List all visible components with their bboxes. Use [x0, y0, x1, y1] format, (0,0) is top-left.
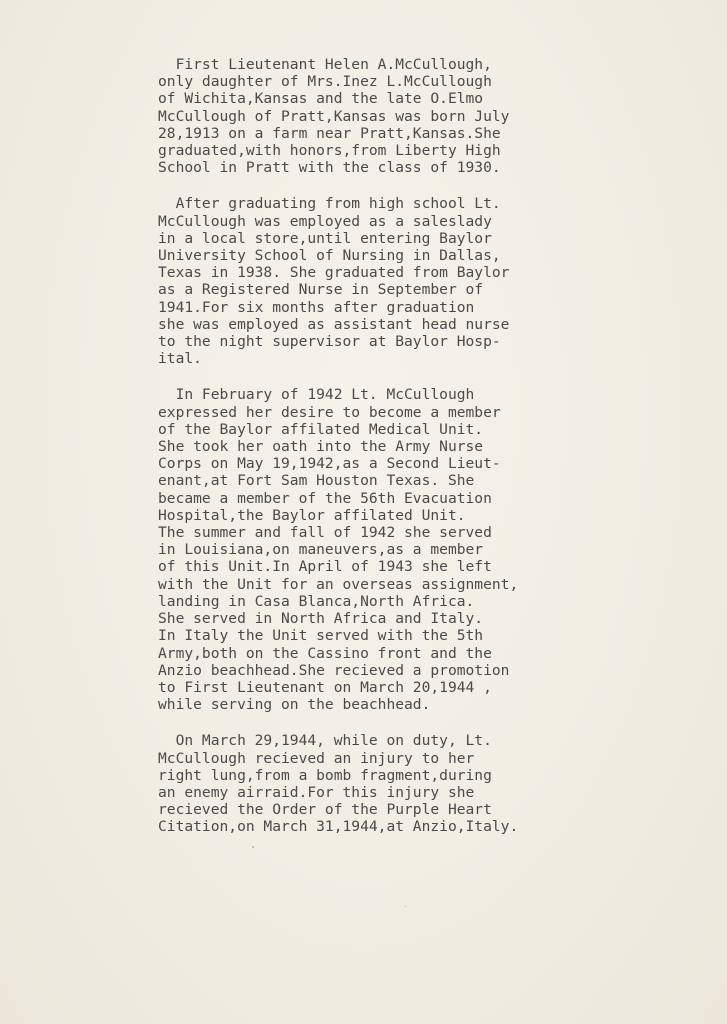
- text-line: as a Registered Nurse in September of: [158, 281, 484, 299]
- text-line: On March 29,1944, while on duty, Lt.: [158, 732, 492, 750]
- text-line: After graduating from high school Lt.: [158, 195, 501, 213]
- text-line: 28,1913 on a farm near Pratt,Kansas.She: [158, 124, 501, 142]
- text-line: School in Pratt with the class of 1930.: [158, 159, 501, 177]
- text-line: landing in Casa Blanca,North Africa.: [158, 592, 475, 610]
- text-line: an enemy airraid.For this injury she: [158, 783, 475, 801]
- text-line: enant,at Fort Sam Houston Texas. She: [158, 472, 475, 490]
- typed-text-body: [158, 56, 618, 855]
- text-line: Army,both on the Cassino front and the: [158, 644, 492, 662]
- text-line: only daughter of Mrs.Inez L.McCullough: [158, 73, 492, 91]
- text-line: 1941.For six months after graduation: [158, 298, 475, 316]
- text-line: of this Unit.In April of 1943 she left: [158, 558, 492, 576]
- paper-speck: [252, 846, 254, 848]
- text-line: with the Unit for an overseas assignment,: [158, 575, 519, 593]
- text-line: ital.: [158, 350, 202, 368]
- text-line: while serving on the beachhead.: [158, 696, 431, 714]
- text-line: in a local store,until entering Baylor: [158, 229, 492, 247]
- text-line: In Italy the Unit served with the 5th: [158, 627, 484, 645]
- paragraph-2: [158, 195, 618, 367]
- text-line: in Louisiana,on maneuvers,as a member: [158, 541, 484, 559]
- text-line: recieved the Order of the Purple Heart: [158, 801, 492, 819]
- paper-speck: [405, 906, 406, 907]
- paragraph-1: [158, 56, 618, 176]
- text-line: McCullough recieved an injury to her: [158, 749, 475, 767]
- text-line: She took her oath into the Army Nurse: [158, 438, 484, 456]
- text-line: The summer and fall of 1942 she served: [158, 524, 492, 542]
- text-line: graduated,with honors,from Liberty High: [158, 142, 501, 160]
- text-line: McCullough was employed as a saleslady: [158, 212, 492, 230]
- paragraph-3: [158, 386, 618, 713]
- text-line: Texas in 1938. She graduated from Baylor: [158, 264, 510, 282]
- text-line: of Wichita,Kansas and the late O.Elmo: [158, 90, 484, 108]
- text-line: University School of Nursing in Dallas,: [158, 247, 501, 265]
- text-line: Anzio beachhead.She recieved a promotion: [158, 661, 510, 679]
- text-line: to First Lieutenant on March 20,1944 ,: [158, 678, 492, 696]
- text-line: McCullough of Pratt,Kansas was born July: [158, 107, 510, 125]
- text-line: expressed her desire to become a member: [158, 403, 501, 421]
- text-line: of the Baylor affilated Medical Unit.: [158, 420, 484, 438]
- text-line: Hospital,the Baylor affilated Unit.: [158, 506, 466, 524]
- text-line: Citation,on March 31,1944,at Anzio,Italy.: [158, 818, 519, 836]
- text-line: to the night supervisor at Baylor Hosp-: [158, 333, 501, 351]
- text-line: In February of 1942 Lt. McCullough: [158, 386, 475, 404]
- text-line: she was employed as assistant head nurse: [158, 315, 510, 333]
- text-line: First Lieutenant Helen A.McCullough,: [158, 56, 492, 73]
- text-line: She served in North Africa and Italy.: [158, 610, 484, 628]
- text-line: became a member of the 56th Evacuation: [158, 489, 492, 507]
- text-line: right lung,from a bomb fragment,during: [158, 766, 492, 784]
- text-line: Corps on May 19,1942,as a Second Lieut-: [158, 455, 501, 473]
- paragraph-4: [158, 732, 618, 835]
